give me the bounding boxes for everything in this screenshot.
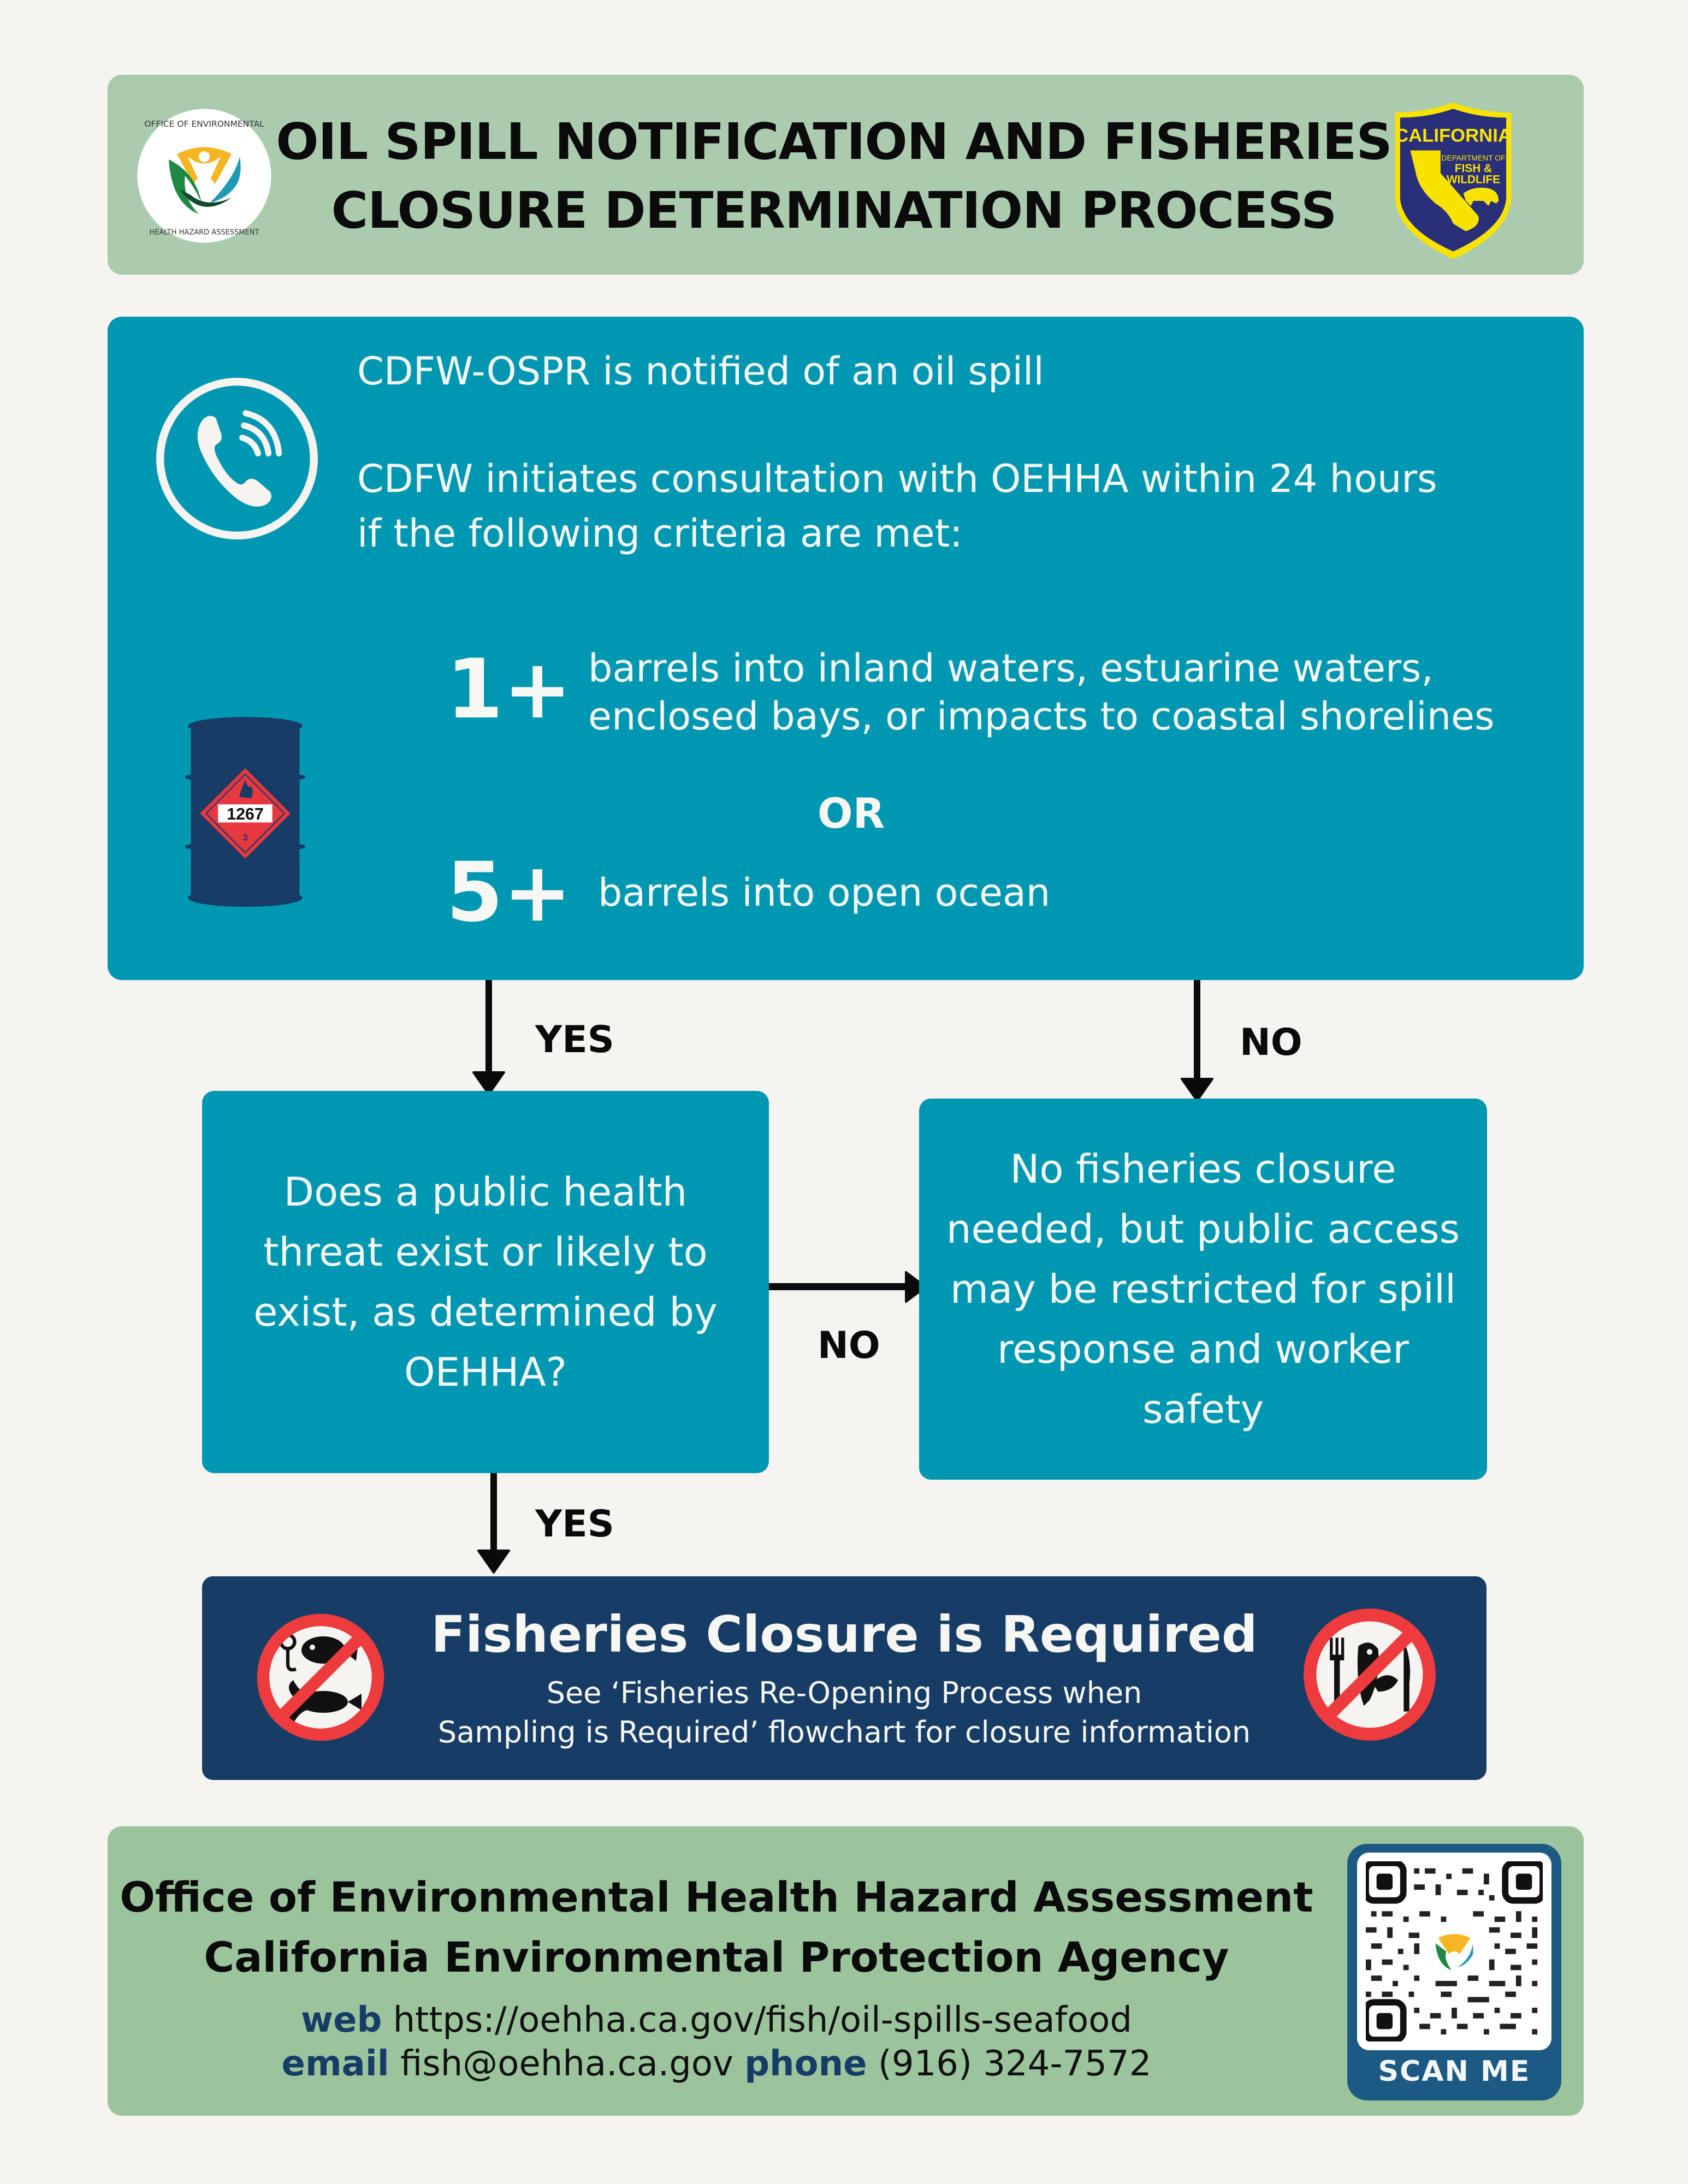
title-line-1: OIL SPILL NOTIFICATION AND FISHERIES bbox=[276, 112, 1392, 171]
no-label-1: NO bbox=[1240, 1021, 1302, 1064]
yes-arrow-1-line bbox=[485, 980, 492, 1078]
email-phone-contact bbox=[108, 2042, 1325, 2086]
yes-label-1: YES bbox=[535, 1018, 614, 1061]
closure-title: Fisheries Closure is Required bbox=[431, 1605, 1258, 1664]
notification-box bbox=[108, 317, 1584, 980]
oehha-seal-logo-icon bbox=[136, 108, 273, 244]
svg-text:WILDLIFE: WILDLIFE bbox=[1446, 173, 1501, 186]
oil-barrel-icon bbox=[170, 711, 321, 913]
phone-number[interactable]: (916) 324-7572 bbox=[878, 2044, 1152, 2084]
cdfw-shield-logo-icon bbox=[1390, 100, 1517, 262]
page-title bbox=[271, 108, 1396, 245]
svg-text:CALIFORNIA: CALIFORNIA bbox=[1395, 125, 1512, 146]
yes-label-2: YES bbox=[535, 1503, 614, 1546]
web-link[interactable]: https://oehha.ca.gov/fish/oil-spills-seafood bbox=[393, 2000, 1133, 2040]
notification-text: CDFW-OSPR is notified of an oil spill bbox=[357, 349, 1044, 394]
fisheries-closure-box bbox=[202, 1576, 1486, 1780]
qr-code-area bbox=[1357, 1853, 1551, 2050]
no-closure-text: No fisheries closure needed, but public access may be restricted for spill response and worker safety bbox=[946, 1146, 1460, 1432]
placard-class: 3 bbox=[242, 832, 248, 843]
criterion-2-number: 5+ bbox=[446, 845, 572, 940]
no-arrow-2-line bbox=[769, 1283, 912, 1290]
no-label-2: NO bbox=[818, 1324, 880, 1367]
title-line-2: CLOSURE DETERMINATION PROCESS bbox=[331, 181, 1337, 240]
phone-ringing-icon bbox=[150, 371, 324, 546]
criterion-1-text: barrels into inland waters, estuarine waters, enclosed bays, or impacts to coastal shorelines bbox=[588, 646, 1495, 739]
no-closure-box bbox=[919, 1099, 1487, 1480]
question-text: Does a public health threat exist or likely to exist, as determined by OEHHA? bbox=[253, 1169, 718, 1395]
yes-arrow-2-line bbox=[490, 1473, 497, 1560]
org-name-calepa: California Environmental Protection Agency bbox=[204, 1933, 1229, 1981]
svg-text:FISH &: FISH & bbox=[1454, 162, 1492, 175]
public-health-question-box bbox=[202, 1091, 769, 1473]
org-name-oehha: Office of Environmental Health Hazard Assessment bbox=[120, 1873, 1313, 1921]
phone-label: phone bbox=[744, 2044, 867, 2084]
arrow-down-icon bbox=[476, 1548, 511, 1574]
criterion-2-text: barrels into open ocean bbox=[598, 870, 1051, 915]
scan-me-label: SCAN ME bbox=[1378, 2055, 1531, 2088]
no-seafood-eating-icon bbox=[1299, 1604, 1441, 1746]
footer-contact bbox=[108, 1826, 1584, 2116]
svg-text:DEPARTMENT OF: DEPARTMENT OF bbox=[1441, 153, 1506, 162]
no-arrow-1-line bbox=[1194, 980, 1200, 1087]
web-contact bbox=[108, 1998, 1325, 2042]
or-label: OR bbox=[818, 789, 885, 838]
svg-text:OFFICE OF ENVIRONMENTAL: OFFICE OF ENVIRONMENTAL bbox=[144, 119, 264, 129]
svg-text:HEALTH HAZARD ASSESSMENT: HEALTH HAZARD ASSESSMENT bbox=[149, 228, 259, 237]
closure-subtitle-line-2: Sampling is Required’ flowchart for closure information bbox=[437, 1715, 1251, 1749]
closure-subtitle-line-1: See ‘Fisheries Re-Opening Process when bbox=[546, 1676, 1142, 1710]
closure-subtitle bbox=[202, 1673, 1486, 1752]
header-banner bbox=[108, 75, 1584, 275]
consultation-text: CDFW initiates consultation with OEHHA within 24 hours if the following criteria are met: bbox=[357, 456, 1437, 556]
email-label: email bbox=[281, 2044, 389, 2084]
placard-number: 1267 bbox=[227, 805, 264, 823]
qr-code-card[interactable] bbox=[1347, 1844, 1561, 2100]
qr-code-icon bbox=[1366, 1861, 1543, 2041]
criterion-1-number: 1+ bbox=[446, 642, 572, 737]
web-label: web bbox=[300, 2000, 382, 2040]
email-link[interactable]: fish@oehha.ca.gov bbox=[400, 2044, 733, 2084]
